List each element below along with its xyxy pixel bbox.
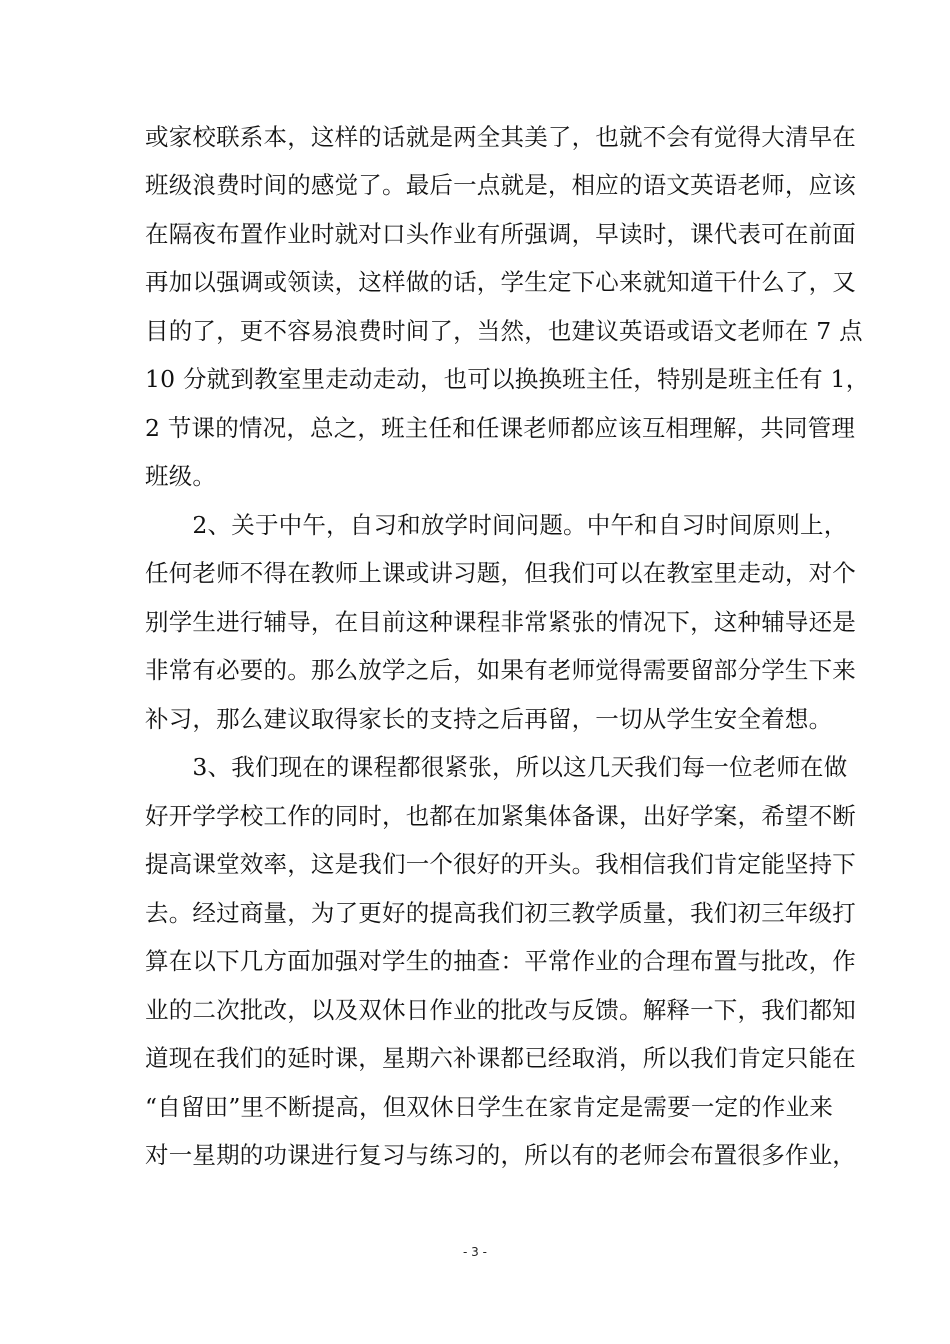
text-line: 或家校联系本，这样的话就是两全其美了，也就不会有觉得大清早在 [145, 123, 856, 151]
text-line: 别学生进行辅导，在目前这种课程非常紧张的情况下，这种辅导还是 [145, 608, 856, 636]
text-line: 道现在我们的延时课，星期六补课都已经取消，所以我们肯定只能在 [145, 1044, 856, 1072]
text-line: 目的了，更不容易浪费时间了，当然，也建议英语或语文老师在 7 点 [145, 317, 863, 345]
text-line: 算在以下几方面加强对学生的抽查：平常作业的合理布置与批改，作 [145, 947, 856, 975]
text-line: 去。经过商量，为了更好的提高我们初三教学质量，我们初三年级打 [145, 899, 856, 927]
text-line: “自留田”里不断提高，但双休日学生在家肯定是需要一定的作业来 [145, 1093, 834, 1121]
text-line: 提高课堂效率，这是我们一个很好的开头。我相信我们肯定能坚持下 [145, 850, 856, 878]
page-number: - 3 - [463, 1245, 487, 1259]
text-line: 再加以强调或领读，这样做的话，学生定下心来就知道干什么了，又 [145, 268, 856, 296]
text-line: 好开学学校工作的同时，也都在加紧集体备课，出好学案，希望不断 [145, 802, 856, 830]
text-line: 班级浪费时间的感觉了。最后一点就是，相应的语文英语老师，应该 [145, 171, 856, 199]
paragraph-start: 2、关于中午，自习和放学时间问题。中午和自习时间原则上， [145, 511, 848, 539]
text-line: 业的二次批改，以及双休日作业的批改与反馈。解释一下，我们都知 [145, 996, 856, 1024]
text-line: 2 节课的情况，总之，班主任和任课老师都应该互相理解，共同管理 [145, 414, 856, 442]
text-line: 对一星期的功课进行复习与练习的，所以有的老师会布置很多作业， [145, 1141, 856, 1169]
paragraph-start: 3、我们现在的课程都很紧张，所以这几天我们每一位老师在做 [145, 753, 848, 781]
text-line: 非常有必要的。那么放学之后，如果有老师觉得需要留部分学生下来 [145, 656, 856, 684]
text-line: 在隔夜布置作业时就对口头作业有所强调，早读时，课代表可在前面 [145, 220, 856, 248]
text-line: 补习，那么建议取得家长的支持之后再留，一切从学生安全着想。 [145, 705, 833, 733]
text-line: 班级。 [145, 462, 217, 490]
text-line: 任何老师不得在教师上课或讲习题，但我们可以在教室里走动，对个 [145, 559, 856, 587]
text-line: 10 分就到教室里走动走动，也可以换换班主任，特别是班主任有 1， [145, 365, 870, 393]
